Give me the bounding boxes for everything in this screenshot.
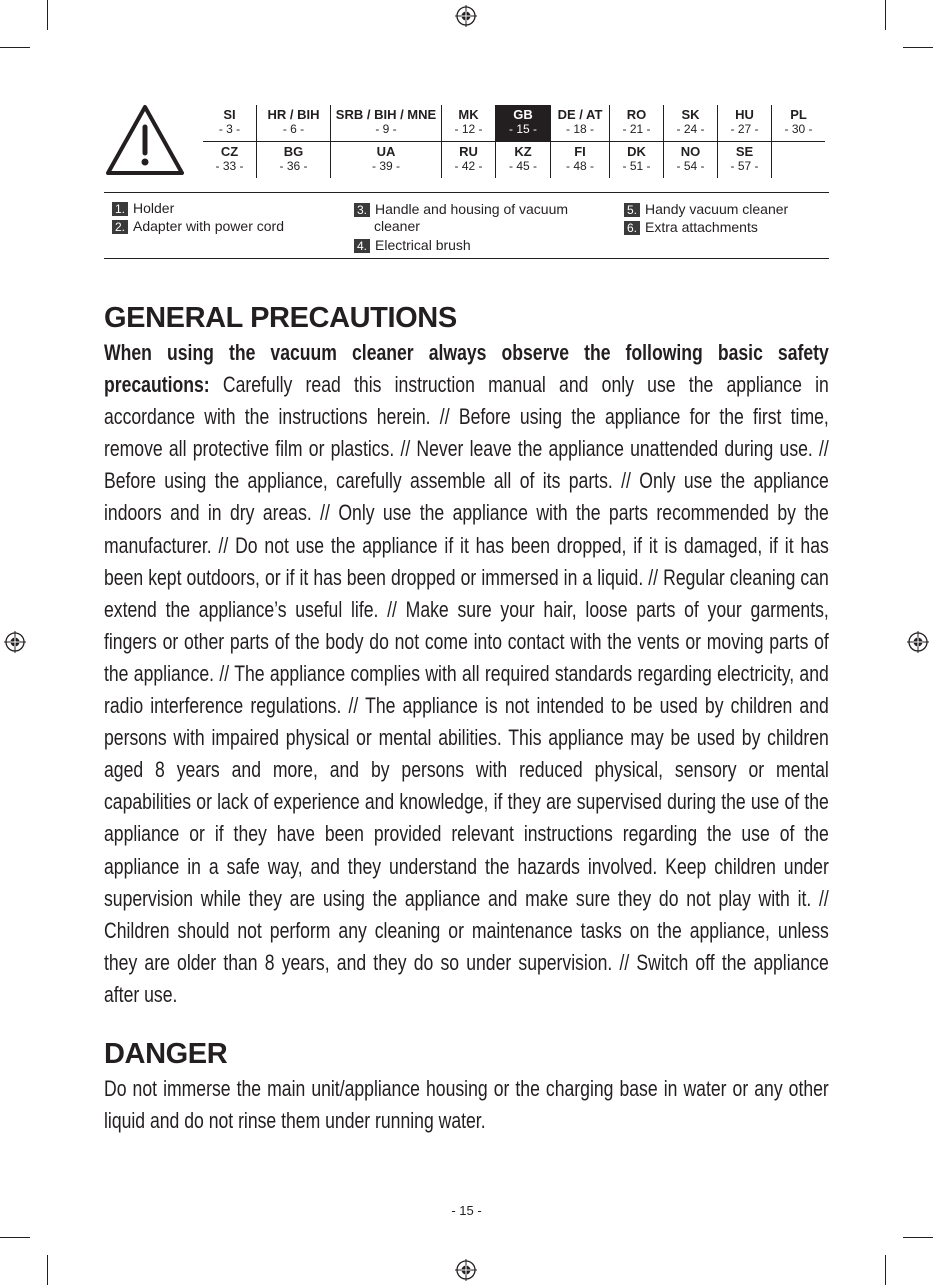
- parts-item: [112, 218, 284, 235]
- language-cell[interactable]: CZ - 33 -: [215, 144, 244, 173]
- crop-mark: [885, 0, 886, 30]
- part-number: 3.: [354, 203, 370, 217]
- language-cell[interactable]: HU - 27 -: [718, 105, 772, 142]
- language-cell[interactable]: PL - 30 -: [772, 105, 826, 142]
- part-label: Handy vacuum cleaner: [645, 201, 789, 217]
- part-number: 2.: [112, 220, 128, 234]
- crop-mark: [47, 0, 48, 30]
- body-text: Carefully read this instruction manual and only use the appliance in accordance with the instructions herein. // Before using the appliance for the first time, remove all protective film or plastics. // Never leave the appliance unattended during use. // Before using the appliance, carefully assemble all of its parts. // Only use the appliance indoors and in dry areas. // Only use the appliance with the parts recommended by the manufacturer. // Do not use the appliance if it has been dropped, if it is damaged, if it has been kept outdoors, or if it has been dropped or immersed in a liquid. // Regular cleaning can extend the appliance’s useful life. // Make sure your hair, loose parts of your garments, fingers or other parts of the body do not come into contact with the vents or moving parts of the appliance. // The appliance complies with all required standards regarding electricity, and radio interference regulations. // The appliance is not intended to be used by children and persons with impaired physical or mental abilities. This appliance may be used by children aged 8 years and more, and by persons with reduced physical, sensory or mental capabilities or lack of experience and knowledge, if they are supervised during the use of the appliance or if they have been provided relevant instructions regarding the use of the appliance in a safe way, and they understand the hazards involved. Keep children under supervision while they are using the appliance and make sure they do not play with it. // Children should not perform any cleaning or maintenance tasks on the appliance, unless they are older than 8 years, and they do so under supervision. // Switch off the appliance after use.: [104, 372, 829, 1007]
- section-heading: GENERAL PRECAUTIONS: [104, 302, 457, 334]
- section-body: [104, 337, 829, 1011]
- part-number: 1.: [112, 202, 128, 216]
- part-label: Extra attachments: [645, 219, 758, 235]
- lead-text: When using the vacuum cleaner always observe the following basic safety precautions:: [104, 340, 829, 398]
- language-cell[interactable]: SI - 3 -: [203, 105, 257, 142]
- parts-item: [624, 219, 758, 236]
- part-number: 4.: [354, 239, 370, 253]
- language-row: [203, 142, 825, 179]
- part-label: Holder: [133, 200, 175, 216]
- crop-mark: [47, 1255, 48, 1285]
- page-number: - 15 -: [451, 1203, 482, 1218]
- part-number: 6.: [624, 221, 640, 235]
- language-cell[interactable]: SK - 24 -: [664, 105, 718, 142]
- crop-mark: [903, 1237, 933, 1238]
- section-heading: DANGER: [104, 1038, 228, 1070]
- parts-item: [624, 201, 788, 218]
- language-cell[interactable]: DK - 51 -: [610, 142, 664, 179]
- language-cell[interactable]: NO - 54 -: [664, 142, 718, 179]
- language-cell[interactable]: KZ - 45 -: [496, 142, 551, 179]
- language-cell-empty: [772, 142, 826, 179]
- registration-mark-icon: [455, 5, 477, 27]
- language-cell[interactable]: UA - 39 -: [331, 142, 442, 179]
- danger-section: [104, 1037, 829, 1137]
- language-cell[interactable]: MK - 12 -: [442, 105, 496, 142]
- part-number: 5.: [624, 203, 640, 217]
- part-label: Handle and housing of vacuum: [375, 201, 569, 217]
- crop-mark: [885, 1255, 886, 1285]
- language-cell[interactable]: HR / BIH - 6 -: [257, 105, 331, 142]
- language-cell[interactable]: SRB / BIH / MNE - 9 -: [331, 105, 442, 142]
- registration-mark-icon: [4, 631, 26, 653]
- warning-icon: [104, 103, 186, 177]
- crop-mark: [0, 1237, 30, 1238]
- parts-item: [112, 200, 174, 217]
- section-body: Do not immerse the main unit/appliance housing or the charging base in water or any other liquid and do not rinse them under running water.: [104, 1076, 829, 1134]
- language-cell[interactable]: SE - 57 -: [718, 142, 772, 179]
- crop-mark: [0, 47, 30, 48]
- crop-mark: [903, 47, 933, 48]
- divider: [104, 258, 829, 259]
- language-cell-active[interactable]: GB - 15 -: [496, 105, 551, 142]
- language-index-table: [203, 105, 825, 178]
- part-label-continued: cleaner: [374, 218, 420, 234]
- part-label: Adapter with power cord: [133, 218, 284, 234]
- language-row: [203, 105, 825, 142]
- registration-mark-icon: [907, 631, 929, 653]
- language-cell[interactable]: FI - 48 -: [551, 142, 610, 179]
- general-precautions-section: [104, 301, 829, 1011]
- parts-item: [354, 237, 471, 254]
- language-cell[interactable]: RU - 42 -: [442, 142, 496, 179]
- language-cell[interactable]: RO - 21 -: [610, 105, 664, 142]
- language-cell[interactable]: DE / AT - 18 -: [551, 105, 610, 142]
- divider: [104, 192, 829, 193]
- parts-item: [354, 201, 568, 235]
- registration-mark-icon: [455, 1259, 477, 1281]
- part-label: Electrical brush: [375, 237, 471, 253]
- language-cell[interactable]: BG - 36 -: [257, 142, 331, 179]
